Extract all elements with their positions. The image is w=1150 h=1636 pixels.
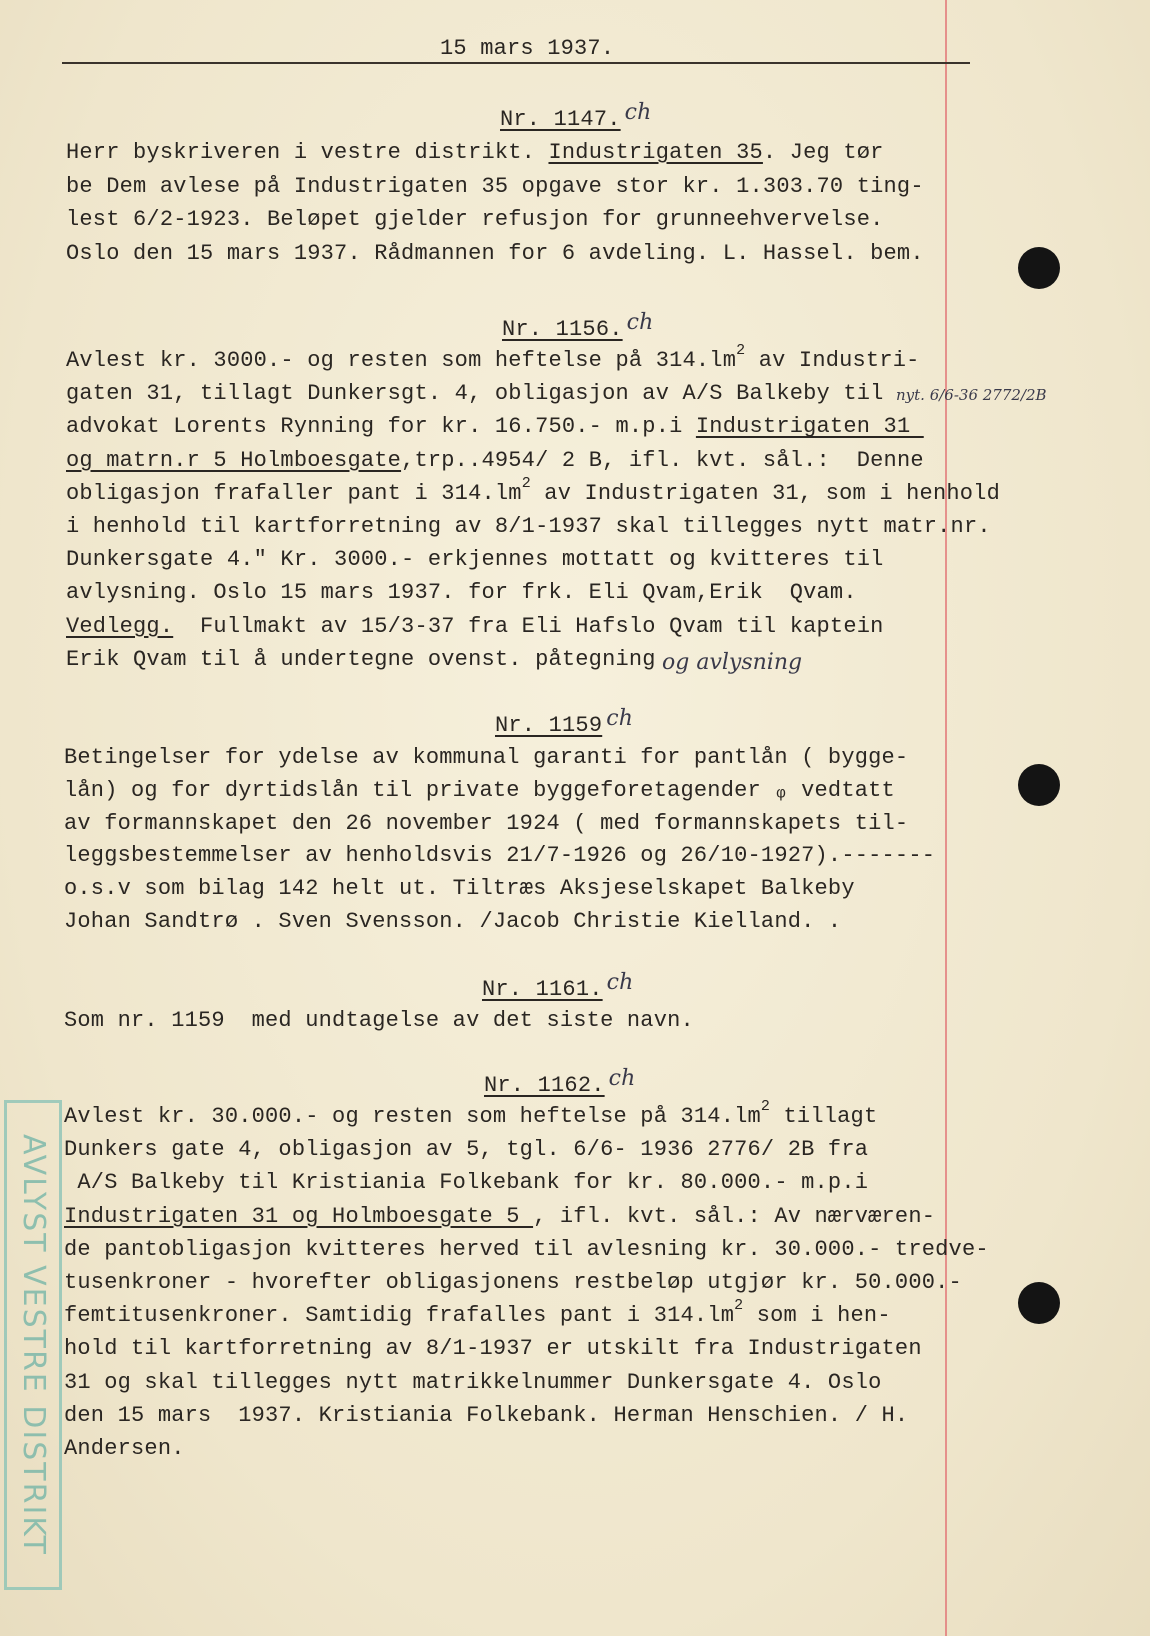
text-line (66, 174, 924, 200)
text-line (64, 1297, 891, 1329)
text-line (66, 514, 991, 540)
text-segment: 31 og skal tillegges nytt matrikkelnummer Dunkersgate 4. Oslo (64, 1369, 882, 1395)
text-line (64, 909, 841, 935)
punch-hole (1018, 247, 1060, 289)
text-segment: obligasjon frafaller pant i 314.lm (66, 480, 522, 506)
superscript: 2 (734, 1297, 744, 1315)
handwritten-initials: ch (626, 310, 654, 335)
text-segment: lest 6/2-1923. Beløpet gjelder refusjon for grunneehvervelse. (66, 207, 884, 232)
text-segment: tillagt (770, 1104, 878, 1129)
text-segment: , ifl. kvt. sål.: Av nærværen- (533, 1203, 936, 1229)
text-line (66, 381, 884, 407)
text-segment: . Jeg tør (762, 140, 884, 165)
text-segment: tusenkroner - hvorefter obligasjonens restbeløp utgjør kr. 50.000.- (64, 1270, 962, 1295)
text-line (64, 1270, 962, 1296)
text-segment: Som nr. 1159 med undtagelse av det siste navn. (64, 1008, 694, 1033)
text-segment: lån) og for dyrtidslån til private byggeforetagender ᵩ vedtatt (64, 777, 895, 803)
underlined-text: Industrigaten 35 (548, 140, 763, 165)
punch-hole (1018, 1282, 1060, 1324)
stamp-text: AVLYST VESTRE DISTRIKT (16, 1134, 51, 1556)
text-segment: Avlest kr. 30.000.- og resten som heftelse på 314.lm (64, 1104, 761, 1129)
entry-number-text: Nr. 1159 (495, 713, 603, 738)
underlined-text: og matrn.r 5 Holmboesgate (66, 447, 402, 473)
text-line (64, 778, 895, 804)
cancellation-stamp (4, 1100, 62, 1590)
text-line (66, 474, 1000, 507)
text-segment: ,trp..4954/ 2 B, ifl. kvt. sål.: Denne (401, 447, 924, 473)
text-segment: de pantobligasjon kvitteres herved til avlesning kr. 30.000.- tredve- (64, 1236, 989, 1262)
entry-number-text: Nr. 1156. (502, 317, 623, 342)
text-segment: Dunkersgate 4." Kr. 3000.- erkjennes mottatt og kvitteres til (66, 547, 884, 573)
text-segment: Erik Qvam til å undertegne ovenst. påtegning (66, 646, 656, 672)
entry-number-text: Nr. 1147. (500, 107, 621, 132)
handwritten-initials: ch (624, 100, 652, 125)
entry-number-text: Nr. 1162. (484, 1073, 605, 1098)
text-line (64, 1170, 868, 1196)
text-segment: Avlest kr. 3000.- og resten som heftelse på 314.lm (66, 348, 737, 373)
text-line (66, 547, 884, 573)
handwritten-initials: ch (606, 706, 634, 731)
text-line (64, 843, 935, 869)
text-segment: som i hen- (743, 1303, 891, 1329)
text-segment: i henhold til kartforretning av 8/1-1937 skal tillegges nytt matr.nr. (66, 514, 991, 539)
text-segment: av formannskapet den 26 november 1924 ( med formannskapets til- (64, 810, 909, 836)
text-line (64, 1336, 922, 1362)
text-segment: hold til kartforretning av 8/1-1937 er utskilt fra Industrigaten (64, 1336, 922, 1362)
text-line (66, 140, 884, 166)
text-line (64, 1098, 878, 1130)
underlined-text: Industrigaten 31 (695, 414, 924, 440)
text-line (64, 745, 908, 771)
text-line (66, 448, 924, 474)
entry-number (482, 970, 634, 1003)
superscript: 2 (736, 342, 746, 359)
text-segment: Dunkers gate 4, obligasjon av 5, tgl. 6/6- 1936 2776/ 2B fra (64, 1137, 869, 1163)
text-segment: femtitusenkroner. Samtidig frafalles pant i 314.lm (64, 1303, 735, 1329)
text-segment: av Industri- (745, 348, 920, 373)
entry-number (495, 706, 634, 739)
text-segment: advokat Lorents Rynning for kr. 16.750.- m.p.i (66, 414, 696, 440)
red-margin-line (945, 0, 947, 1636)
punch-hole (1018, 764, 1060, 806)
text-segment: av Industrigaten 31, som i henhold (530, 480, 1000, 506)
text-line (66, 207, 884, 233)
text-line (66, 647, 656, 673)
text-line (66, 580, 857, 606)
text-segment: be Dem avlese på Industrigaten 35 opgave stor kr. 1.303.70 ting- (66, 173, 924, 199)
text-line (64, 1370, 882, 1396)
text-line (64, 1008, 694, 1034)
handwritten-annotation: nyt. 6/6-36 2772/2B (896, 386, 1047, 404)
text-line (64, 811, 908, 837)
text-segment: den 15 mars 1937. Kristiania Folkebank. Herman Henschien. / H. (64, 1402, 909, 1428)
text-line (64, 1436, 185, 1462)
text-segment: Betingelser for ydelse av kommunal garanti for pantlån ( bygge- (64, 745, 909, 770)
text-segment: Herr byskriveren i vestre distrikt. (66, 140, 549, 165)
page-date-header: 15 mars 1937. (440, 36, 615, 61)
text-segment: avlysning. Oslo 15 mars 1937. for frk. Eli Qvam,Erik Qvam. (66, 580, 857, 606)
text-line (64, 1403, 908, 1429)
entry-number-text: Nr. 1161. (482, 977, 603, 1002)
underlined-text: Industrigaten 31 og Holmboesgate 5 (64, 1203, 534, 1229)
handwritten-initials: ch (606, 970, 634, 995)
handwritten-initials: ch (608, 1066, 636, 1091)
entry-number (484, 1066, 636, 1099)
text-line (66, 614, 884, 640)
entry-number (502, 310, 654, 343)
text-line (64, 1137, 868, 1163)
text-segment: Oslo den 15 mars 1937. Rådmannen for 6 avdeling. L. Hassel. bem. (66, 240, 924, 266)
text-line (66, 342, 920, 374)
underlined-text: Vedlegg. (66, 613, 174, 639)
handwritten-annotation: og avlysning (662, 650, 803, 675)
text-segment: gaten 31, tillagt Dunkersgt. 4, obligasjon av A/S Balkeby til (66, 381, 884, 407)
text-line (66, 241, 924, 267)
text-line (66, 414, 924, 440)
text-segment: leggsbestemmelser av henholdsvis 21/7-1926 og 26/10-1927).------- (64, 843, 936, 869)
header-rule (62, 62, 970, 64)
text-segment: A/S Balkeby til Kristiania Folkebank for kr. 80.000.- m.p.i (64, 1170, 869, 1196)
text-segment: Andersen. (64, 1436, 185, 1461)
text-line (64, 1204, 935, 1230)
entry-number (500, 100, 652, 133)
text-segment: Fullmakt av 15/3-37 fra Eli Hafslo Qvam til kaptein (173, 613, 884, 639)
text-line (64, 876, 855, 902)
superscript: 2 (521, 474, 531, 492)
text-line (64, 1237, 989, 1263)
text-segment: Johan Sandtrø . Sven Svensson. /Jacob Christie Kielland. . (64, 909, 842, 934)
superscript: 2 (760, 1098, 771, 1115)
text-segment: o.s.v som bilag 142 helt ut. Tiltræs Aksjeselskapet Balkeby (64, 876, 855, 902)
